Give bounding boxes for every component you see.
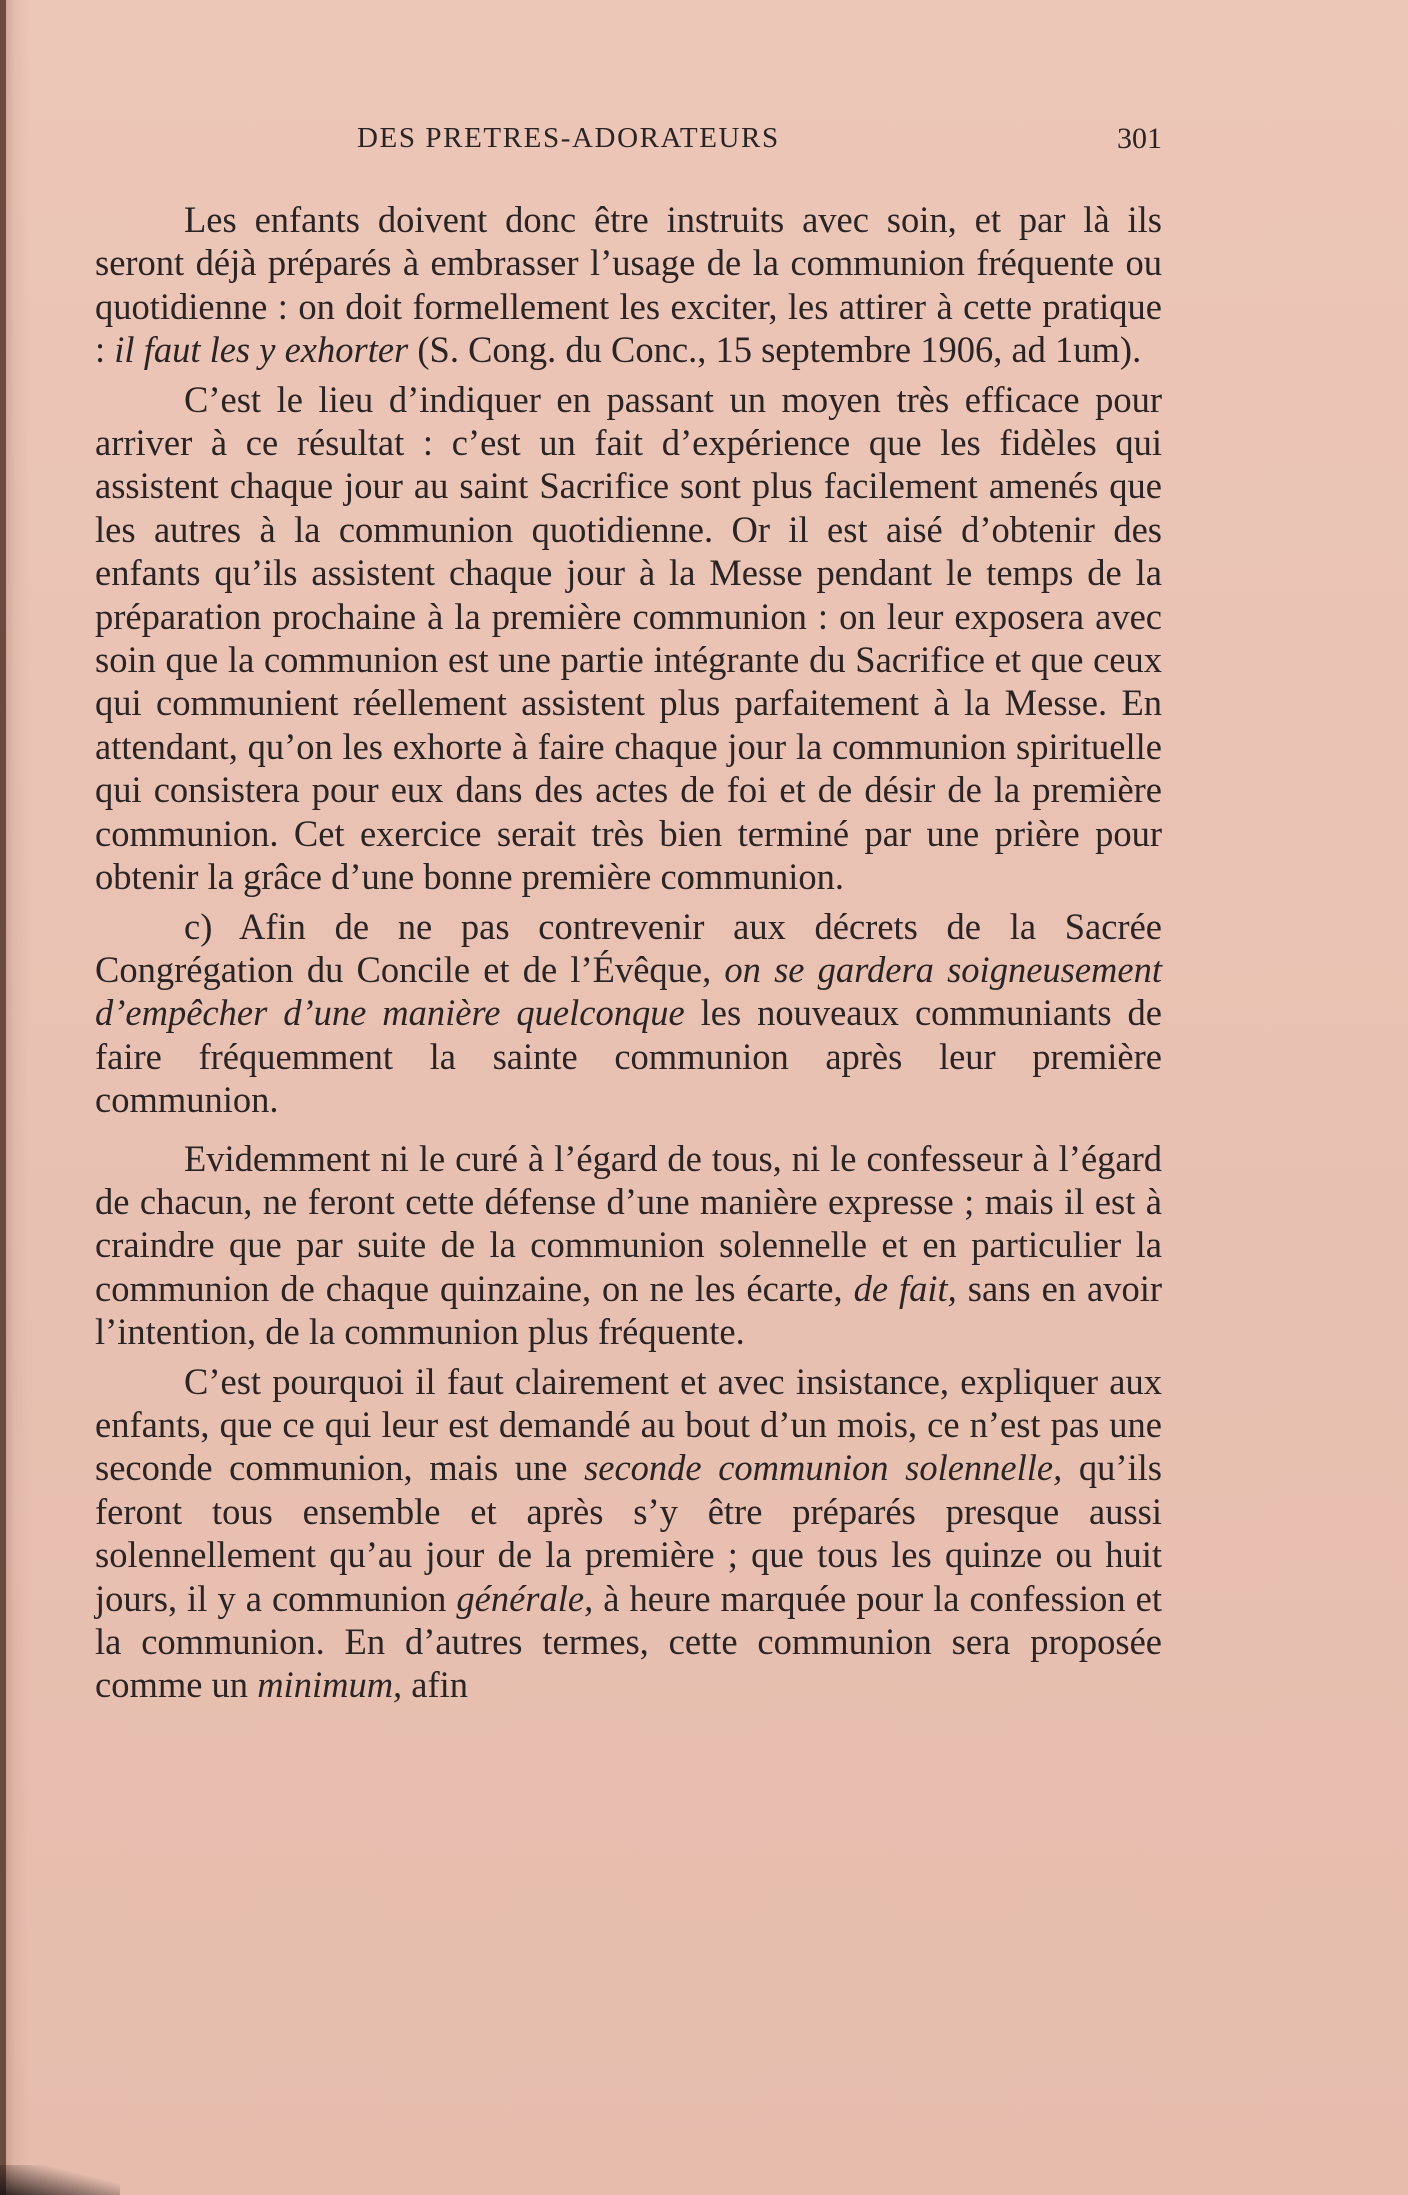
paragraph-text: (S. Cong. du Conc., 15 septembre 1906, ad 1um).	[408, 329, 1142, 371]
italic-phrase: générale,	[456, 1577, 594, 1619]
page-number: 301	[1117, 122, 1162, 155]
italic-phrase: de fait,	[853, 1267, 957, 1309]
paragraph-text: C’est pourquoi il faut clairement et avec insistance, expliquer aux enfants, que ce qui leur est demandé au bout d’un mois, ce n’est pas une seconde communion, mais une	[95, 1360, 1162, 1489]
italic-phrase: on se gardera soigneusement d’empêcher d’une manière quelconque	[95, 948, 1163, 1034]
paragraph-3	[95, 905, 1162, 1122]
page-corner-shadow	[0, 2165, 120, 2195]
paragraph-text: à heure marquée pour la confession et la communion. En d’autres termes, cette communion sera proposée comme un	[95, 1577, 1162, 1706]
running-head: DES PRETRES-ADORATEURS	[357, 122, 780, 154]
page-binding-edge	[0, 0, 6, 2195]
page-header	[95, 122, 1162, 162]
paragraph-2	[95, 378, 1162, 899]
paragraph-text: c) Afin de ne pas contrevenir aux décrets de la Sacrée Congrégation du Concile et de l’Évêque,	[95, 905, 1162, 990]
paragraph-text: les nouveaux communiants de faire fréquemment la sainte communion après leur première communion.	[95, 992, 1162, 1121]
paragraph-5	[95, 1360, 1162, 1707]
italic-phrase: minimum,	[257, 1664, 403, 1706]
paragraph-text: afin	[402, 1664, 469, 1706]
paragraph-text: Evidemment ni le curé à l’égard de tous, ni le confesseur à l’égard de chacun, ne feront cette défense d’une manière expresse ; mais il est à craindre que par suite de la communion solennelle et en particulier la communion de chaque quinzaine, on ne les écarte,	[95, 1137, 1162, 1309]
italic-phrase: seconde communion solennelle,	[584, 1447, 1063, 1489]
paragraph-1	[95, 198, 1162, 372]
paragraph-text: Les enfants doivent donc être instruits avec soin, et par là ils seront déjà préparés à embrasser l’usage de la communion fréquente ou quotidienne : on doit formellement les exciter, les attirer à cette pratique :	[95, 199, 1162, 371]
paragraph-text: sans en avoir l’intention, de la communion plus fréquente.	[95, 1267, 1163, 1353]
paragraph-text: C’est le lieu d’indiquer en passant un moyen très efficace pour arriver à ce résultat : c’est un fait d’expérience que les fidèles qui assistent chaque jour au saint Sacrifice sont plus facilement amenés que les autres à la communion quotidienne. Or il est aisé d’obtenir des enfants qu’ils assistent chaque jour à la Messe pendant le temps de la préparation prochaine à la première communion : on leur exposera avec soin que la communion est une partie intégrante du Sacrifice et que ceux qui communient réellement assistent plus parfaitement à la Messe. En attendant, qu’on les exhorte à faire chaque jour la communion spirituelle qui consistera pour eux dans des actes de foi et de désir de la première communion. Cet exercice serait très bien terminé par une prière pour obtenir la grâce d’une bonne première communion.	[95, 378, 1162, 898]
paragraph-4	[95, 1137, 1162, 1354]
italic-phrase: il faut les y exhorter	[114, 329, 409, 371]
paragraph-text: qu’ils feront tous ensemble et après s’y être préparés presque aussi solennellement qu’au jour de la première ; que tous les quinze ou huit jours, il y a communion	[95, 1447, 1162, 1619]
body-text	[95, 198, 1162, 1707]
